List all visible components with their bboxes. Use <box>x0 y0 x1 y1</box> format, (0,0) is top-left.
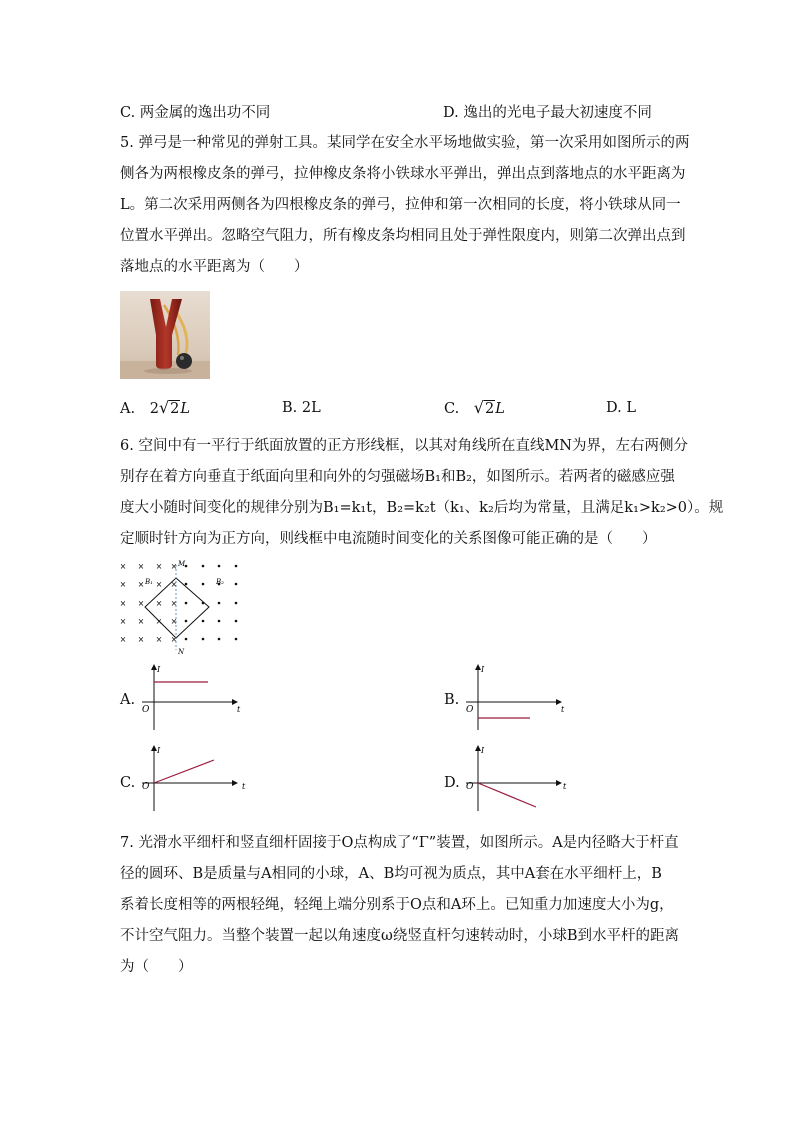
field-cross: × <box>155 617 163 626</box>
q7-line-1: 7. 光滑水平细杆和竖直细杆固接于O点构成了“Γ”装置，如图所示。A是内径略大于杆直 <box>120 835 679 851</box>
field-cross: × <box>155 580 163 589</box>
origin-label: O <box>466 705 474 715</box>
field-dot <box>202 638 205 641</box>
field-dot <box>218 620 221 623</box>
q5-option-c <box>444 398 505 419</box>
q5-option-c-label: C. <box>444 401 460 417</box>
field-cross: × <box>170 562 178 571</box>
field-cross: × <box>119 635 127 644</box>
q7-line-3: 系着长度相等的两根轻绳，轻绳上端分别系于O点和A环上。已知重力加速度大小为g， <box>120 897 674 913</box>
q5-option-b: B. 2L <box>282 400 321 416</box>
q5-line-1: 5. 弹弓是一种常见的弹射工具。某同学在安全水平场地做实验，第一次采用如图所示的两 <box>120 135 690 151</box>
field-cross: × <box>137 635 145 644</box>
q5-option-a-var: L <box>180 401 191 417</box>
q5-option-c-var: L <box>495 401 505 417</box>
q7-line-5: 为（ ） <box>120 959 193 975</box>
q5-line-5: 落地点的水平距离为（ ） <box>120 259 309 275</box>
field-cross: × <box>155 562 163 571</box>
q5-option-a-radicand: 2 <box>170 401 180 417</box>
field-cross: × <box>155 599 163 608</box>
field-cross: × <box>119 617 127 626</box>
q5-option-a-label: A. <box>120 401 136 417</box>
radical-icon: √ <box>158 398 170 417</box>
graph-b-label: B. <box>444 692 460 708</box>
q4-option-d: D. 逸出的光电子最大初速度不同 <box>443 105 652 121</box>
field-dot <box>185 583 188 586</box>
label-b2: B₂ <box>216 578 224 586</box>
q4-option-c: C. 两金属的逸出功不同 <box>120 105 271 121</box>
axis-i-label: I <box>157 665 161 674</box>
q7-line-2: 径的圆环、B是质量与A相同的小球，A、B均可视为质点，其中A套在水平细杆上，B <box>120 866 662 882</box>
field-cross: × <box>137 562 145 571</box>
field-dot <box>235 638 238 641</box>
axis-i-label: I <box>157 746 161 755</box>
label-n: N <box>178 648 185 656</box>
field-cross: × <box>170 635 178 644</box>
axis-t-label: t <box>242 782 246 791</box>
field-dot <box>202 565 205 568</box>
label-m: M <box>178 560 186 568</box>
graph-a <box>138 662 248 734</box>
label-b1: B₁ <box>145 578 153 586</box>
graph-a-label: A. <box>120 692 136 708</box>
axis-i-label: I <box>481 746 485 755</box>
field-cross: × <box>119 562 127 571</box>
field-dot <box>235 565 238 568</box>
magnetic-field-figure <box>115 556 245 656</box>
field-dot <box>218 565 221 568</box>
field-marks <box>120 562 238 644</box>
field-dot <box>235 583 238 586</box>
field-cross: × <box>119 599 127 608</box>
axis-t-label: t <box>563 782 567 791</box>
field-dot <box>185 638 188 641</box>
field-cross: × <box>170 580 178 589</box>
field-dot <box>202 583 205 586</box>
field-cross: × <box>170 617 178 626</box>
field-dot <box>218 602 221 605</box>
q7-line-4: 不计空气阻力。当整个装置一起以角速度ω绕竖直杆匀速转动时，小球B到水平杆的距离 <box>120 928 679 944</box>
graph-d <box>462 743 572 815</box>
field-dot <box>235 620 238 623</box>
field-cross: × <box>137 617 145 626</box>
field-cross: × <box>155 635 163 644</box>
axis-t-label: t <box>237 705 241 714</box>
field-dot <box>185 620 188 623</box>
graph-c <box>138 743 248 815</box>
origin-label: O <box>142 705 150 715</box>
field-cross: × <box>170 599 178 608</box>
field-dot <box>218 638 221 641</box>
field-cross: × <box>137 599 145 608</box>
field-dot <box>185 602 188 605</box>
origin-label: O <box>466 782 474 792</box>
arrow-right-icon <box>232 780 238 786</box>
graph-d-line <box>478 783 536 807</box>
arrow-right-icon <box>556 780 562 786</box>
field-cross: × <box>137 580 145 589</box>
q6-line-3: 度大小随时间变化的规律分别为B₁=k₁t，B₂=k₂t（k₁、k₂后均为常量，且满足k₁>k₂>0）。规 <box>120 500 724 516</box>
graph-d-label: D. <box>444 775 460 791</box>
q5-option-d: D. L <box>606 400 636 416</box>
axis-i-label: I <box>481 665 485 674</box>
q5-line-4: 位置水平弹出。忽略空气阻力，所有橡皮条均相同且处于弹性限度内，则第二次弹出点到 <box>120 228 686 244</box>
q6-line-1: 6. 空间中有一平行于纸面放置的正方形线框，以其对角线所在直线MN为界，左右两侧分 <box>120 438 688 454</box>
q5-option-c-radicand: 2 <box>485 401 495 417</box>
graph-b <box>462 662 572 734</box>
field-dot <box>235 602 238 605</box>
q6-line-4: 定顺时针方向为正方向，则线框中电流随时间变化的关系图像可能正确的是（ ） <box>120 531 657 547</box>
radical-icon: √ <box>473 398 484 417</box>
q5-line-3: L。第二次采用两侧各为四根橡皮条的弹弓，拉伸和第一次相同的长度，将小铁球从同一 <box>120 197 681 213</box>
graph-c-line <box>154 760 214 783</box>
q5-option-a-coef: 2 <box>149 401 159 417</box>
graph-c-label: C. <box>120 775 136 791</box>
origin-label: O <box>142 782 150 792</box>
field-cross: × <box>119 580 127 589</box>
axis-t-label: t <box>561 705 565 714</box>
q5-option-a <box>120 398 190 419</box>
q6-line-2: 别存在着方向垂直于纸面向里和向外的匀强磁场B₁和B₂，如图所示。若两者的磁感应强 <box>120 469 675 485</box>
slingshot-photo <box>120 291 210 379</box>
q5-line-2: 侧各为两根橡皮条的弹弓，拉伸橡皮条将小铁球水平弹出，弹出点到落地点的水平距离为 <box>120 166 686 182</box>
field-dot <box>202 620 205 623</box>
